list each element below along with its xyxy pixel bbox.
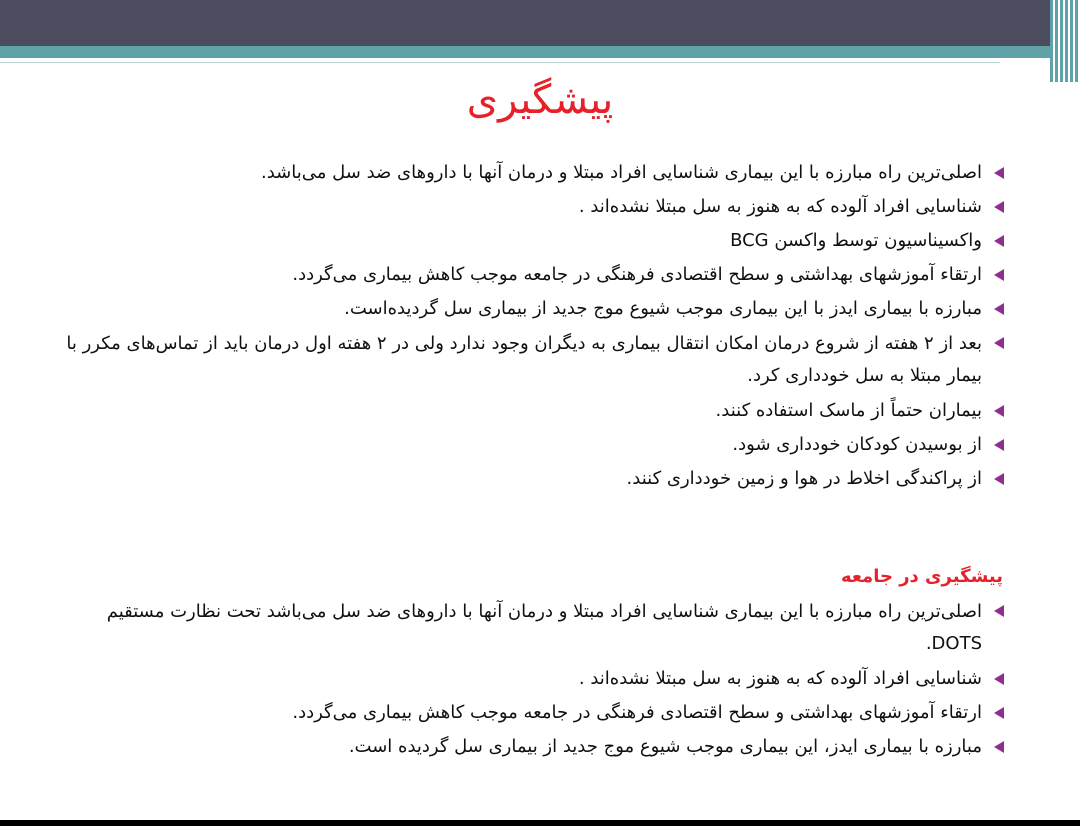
prevention-list [62,156,1004,496]
list-item: شناسایی افراد آلوده که به هنوز به سل مبتلا نشده‌اند . [62,190,1004,224]
list-item: از بوسیدن کودکان خودداری شود. [62,428,1004,462]
list-item: اصلی‌ترین راه مبارزه با این بیماری شناسایی افراد مبتلا و درمان آنها با داروهای ضد سل می‌باشد. [62,156,1004,190]
divider-line [0,62,1000,63]
triangle-bullet-icon [994,235,1004,247]
triangle-bullet-icon [994,303,1004,315]
header-bar [0,0,1050,46]
triangle-bullet-icon [994,605,1004,617]
triangle-bullet-icon [994,673,1004,685]
list-item: بیماران حتماً از ماسک استفاده کنند. [62,394,1004,428]
community-prevention-list [62,594,1004,764]
list-item: ارتقاء آموزشهای بهداشتی و سطح اقتصادی فرهنگی در جامعه موجب کاهش بیماری می‌گردد. [62,696,1004,730]
list-item: بعد از ۲ هفته از شروع درمان امکان انتقال بیماری به دیگران وجود ندارد ولی در ۲ هفته اول درمان باید از تماس‌های مکرر با بیمار مبتلا به سل خودداری کرد. [62,326,1004,394]
accent-bar [0,46,1050,58]
triangle-bullet-icon [994,167,1004,179]
list-item: شناسایی افراد آلوده که به هنوز به سل مبتلا نشده‌اند . [62,662,1004,696]
list-item: مبارزه با بیماری ایدز، این بیماری موجب شیوع موج جدید از بیماری سل گردیده است. [62,730,1004,764]
list-item: اصلی‌ترین راه مبارزه با این بیماری شناسایی افراد مبتلا و درمان آنها با داروهای ضد سل می‌باشد تحت نظارت مستقیم DOTS. [62,594,1004,662]
triangle-bullet-icon [994,337,1004,349]
triangle-bullet-icon [994,201,1004,213]
list-item: ارتقاء آموزشهای بهداشتی و سطح اقتصادی فرهنگی در جامعه موجب کاهش بیماری می‌گردد. [62,258,1004,292]
community-prevention-heading: پیشگیری در جامعه [840,566,1003,587]
triangle-bullet-icon [994,707,1004,719]
triangle-bullet-icon [994,473,1004,485]
list-item: از پراکندگی اخلاط در هوا و زمین خودداری کنند. [62,462,1004,496]
list-item: واکسیناسیون توسط واکسن BCG [62,224,1004,258]
decorative-stripes [1050,0,1080,82]
triangle-bullet-icon [994,439,1004,451]
list-item: مبارزه با بیماری ایدز با این بیماری موجب شیوع موج جدید از بیماری سل گردیده‌است. [62,292,1004,326]
triangle-bullet-icon [994,405,1004,417]
triangle-bullet-icon [994,741,1004,753]
slide-title: پیشگیری [466,77,614,123]
triangle-bullet-icon [994,269,1004,281]
